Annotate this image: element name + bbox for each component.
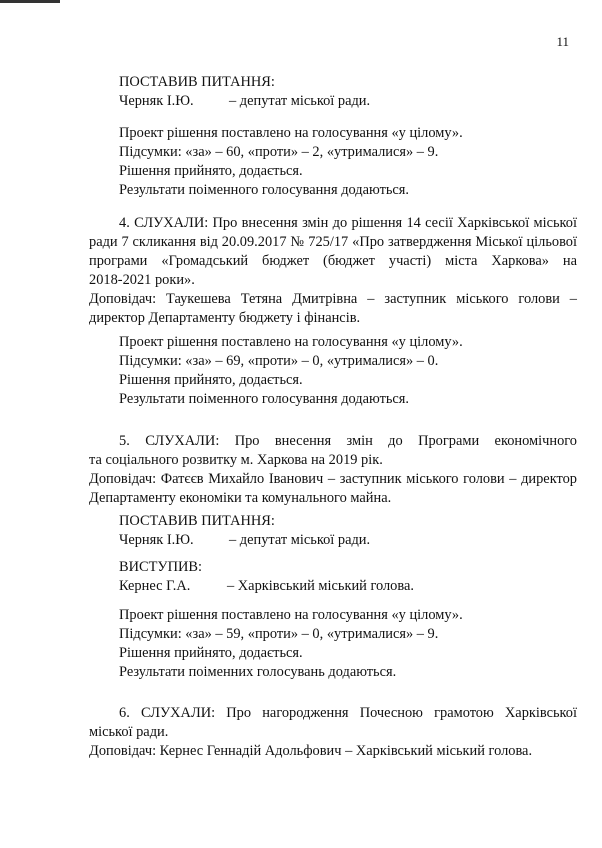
speaker-line xyxy=(89,92,577,111)
speaker-role: – депутат міської ради. xyxy=(229,93,371,109)
vote-decision: Рішення прийнято, додається. xyxy=(119,645,303,661)
item-line: міської ради. xyxy=(89,724,169,740)
vote-result: Підсумки: «за» – 60, «проти» – 2, «утрималися» – 9. xyxy=(119,144,439,160)
item-line: 5. СЛУХАЛИ: Про внесення змін до Програми економічного xyxy=(119,433,577,449)
vote-decision: Рішення прийнято, додається. xyxy=(119,163,303,179)
vote-block-3 xyxy=(89,606,577,682)
speaker-block-3 xyxy=(89,558,577,596)
vote-line: Проект рішення поставлено на голосування «у цілому». xyxy=(119,607,463,623)
item-line: 6. СЛУХАЛИ: Про нагородження Почесною грамотою Харківської xyxy=(119,705,577,721)
speaker-block-2 xyxy=(89,512,577,550)
vote-line: Проект рішення поставлено на голосування «у цілому». xyxy=(119,125,463,141)
vote-note: Результати поіменного голосування додаються. xyxy=(119,391,410,407)
reporter-line: Доповідач: Кернес Геннадій Адольфович – Харківський міський голова. xyxy=(89,743,533,759)
agenda-item-4 xyxy=(89,214,577,328)
vote-decision: Рішення прийнято, додається. xyxy=(119,372,303,388)
item-line: ради 7 скликання від 20.09.2017 № 725/17 «Про затвердження Міської цільової xyxy=(89,234,577,250)
vote-note: Результати поіменних голосувань додаються. xyxy=(119,664,397,680)
agenda-item-6 xyxy=(89,704,577,761)
reporter-line: Доповідач: Фатєєв Михайло Іванович – заступник міського голови – директор xyxy=(89,471,577,487)
item-line: 4. СЛУХАЛИ: Про внесення змін до рішення 14 сесії Харківської міської xyxy=(119,215,577,231)
speaker-name: Черняк І.Ю. xyxy=(119,532,194,548)
speaker-line xyxy=(89,577,577,596)
speaker-name: Черняк І.Ю. xyxy=(119,93,194,109)
item-line: програми «Громадський бюджет (бюджет участі) міста Харкова» на xyxy=(89,253,577,269)
speaker-name: Кернес Г.А. xyxy=(119,578,191,594)
item-line: та соціального розвитку м. Харкова на 2019 рік. xyxy=(89,452,383,468)
speaker-heading: ПОСТАВИВ ПИТАННЯ: xyxy=(119,74,275,90)
vote-line: Проект рішення поставлено на голосування «у цілому». xyxy=(119,334,463,350)
speaker-role: – Харківський міський голова. xyxy=(227,578,414,594)
speaker-role: – депутат міської ради. xyxy=(229,532,371,548)
reporter-line: директор Департаменту бюджету і фінансів. xyxy=(89,310,361,326)
scan-edge-mark xyxy=(0,0,60,3)
vote-result: Підсумки: «за» – 59, «проти» – 0, «утрималися» – 9. xyxy=(119,626,439,642)
agenda-item-5 xyxy=(89,432,577,508)
reporter-line: Департаменту економіки та комунального майна. xyxy=(89,490,392,506)
speaker-heading: ВИСТУПИВ: xyxy=(119,559,202,575)
vote-block-1 xyxy=(89,124,577,200)
vote-block-2 xyxy=(89,333,577,409)
vote-result: Підсумки: «за» – 69, «проти» – 0, «утрималися» – 0. xyxy=(119,353,439,369)
speaker-line xyxy=(89,531,577,550)
reporter-line: Доповідач: Таукешева Тетяна Дмитрівна – заступник міського голови – xyxy=(89,291,577,307)
speaker-heading: ПОСТАВИВ ПИТАННЯ: xyxy=(119,513,275,529)
vote-note: Результати поіменного голосування додаються. xyxy=(119,182,410,198)
page-number: 11 xyxy=(556,34,569,49)
speaker-block-1 xyxy=(89,73,577,111)
item-line: 2018-2021 роки». xyxy=(89,272,195,288)
